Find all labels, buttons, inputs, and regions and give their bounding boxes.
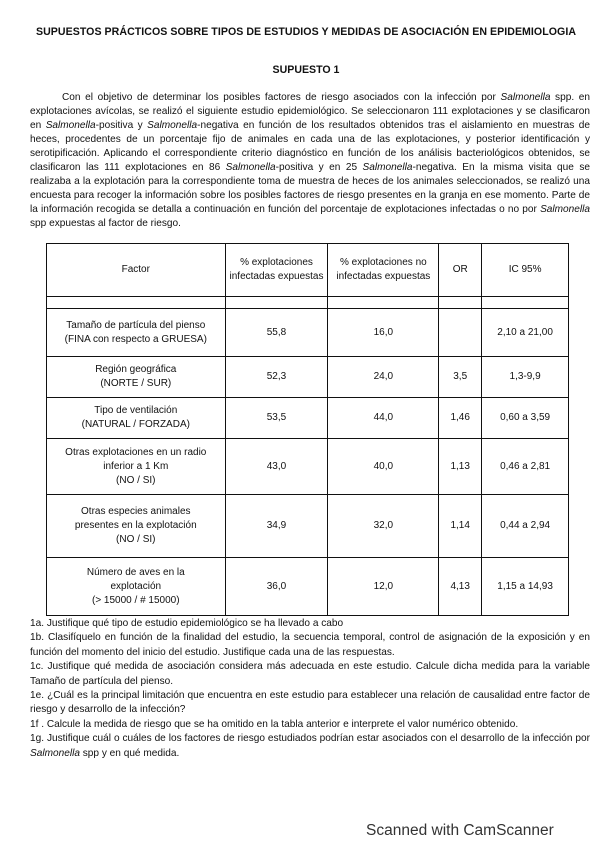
risk-factor-table xyxy=(46,243,569,616)
question-1c: 1c. Justifique qué medida de asociación considera más adecuada en este estudio. Calcule dicha medida para la variable Tamaño de partícula del pienso. xyxy=(30,661,590,687)
factor-cell: Otras especies animales presentes en la explotación (NO / SI) xyxy=(47,495,226,558)
ic-cell: 0,60 a 3,59 xyxy=(482,398,569,439)
infected-cell: 53,5 xyxy=(225,398,328,439)
questions-list xyxy=(30,617,590,761)
question-1e: 1e. ¿Cuál es la principal limitación que encuentra en este estudio para establecer una relación de causalidad entre factor de riesgo y desarrollo de la infección? xyxy=(30,690,590,716)
case-heading: SUPUESTO 1 xyxy=(272,64,340,76)
or-cell xyxy=(439,309,482,357)
table-header-row xyxy=(47,244,569,297)
question-1g: 1g. Justifique cuál o cuáles de los factores de riesgo estudiados podrían estar asociados con el desarrollo de la infección por Salmonella spp y en qué medida. xyxy=(30,733,590,759)
or-cell: 1,46 xyxy=(439,398,482,439)
table-spacer-row xyxy=(47,297,569,309)
question-1b: 1b. Clasifíquelo en función de la finalidad del estudio, la secuencia temporal, control de asignación de la exposición y en función del momento del inicio del estudio. Justifique cada una de las respuestas. xyxy=(30,632,590,658)
or-cell: 4,13 xyxy=(439,558,482,616)
document-title: SUPUESTOS PRÁCTICOS SOBRE TIPOS DE ESTUDIOS Y MEDIDAS DE ASOCIACIÓN EN EPIDEMIOLOGIA xyxy=(35,26,577,38)
uninfected-cell: 12,0 xyxy=(328,558,439,616)
question-1f: 1f . Calcule la medida de riesgo que se ha omitido en la tabla anterior e interprete el valor numérico obtenido. xyxy=(30,718,519,730)
table-row xyxy=(47,495,569,558)
scanner-watermark: Scanned with CamScanner xyxy=(366,822,554,839)
uninfected-cell: 44,0 xyxy=(328,398,439,439)
infected-cell: 52,3 xyxy=(225,357,328,398)
or-cell: 1,13 xyxy=(439,439,482,495)
ic-cell: 0,44 a 2,94 xyxy=(482,495,569,558)
table-row xyxy=(47,439,569,495)
header-or: OR xyxy=(439,244,482,297)
or-cell: 1,14 xyxy=(439,495,482,558)
table-row xyxy=(47,309,569,357)
table-row xyxy=(47,558,569,616)
factor-cell: Tamaño de partícula del pienso (FINA con respecto a GRUESA) xyxy=(47,309,226,357)
infected-cell: 43,0 xyxy=(225,439,328,495)
header-factor: Factor xyxy=(47,244,226,297)
infected-cell: 55,8 xyxy=(225,309,328,357)
uninfected-cell: 32,0 xyxy=(328,495,439,558)
factor-cell: Tipo de ventilación (NATURAL / FORZADA) xyxy=(47,398,226,439)
ic-cell: 1,3-9,9 xyxy=(482,357,569,398)
header-ic: IC 95% xyxy=(482,244,569,297)
factor-cell: Región geográfica (NORTE / SUR) xyxy=(47,357,226,398)
infected-cell: 36,0 xyxy=(225,558,328,616)
question-1a: 1a. Justifique qué tipo de estudio epidemiológico se ha llevado a cabo xyxy=(30,618,344,629)
factor-cell: Otras explotaciones en un radio inferior a 1 Km (NO / SI) xyxy=(47,439,226,495)
ic-cell: 0,46 a 2,81 xyxy=(482,439,569,495)
header-uninfected: % explotaciones no infectadas expuestas xyxy=(328,244,439,297)
uninfected-cell: 24,0 xyxy=(328,357,439,398)
or-cell: 3,5 xyxy=(439,357,482,398)
header-infected: % explotaciones infectadas expuestas xyxy=(225,244,328,297)
factor-cell: Número de aves en la explotación (> 15000 / # 15000) xyxy=(47,558,226,616)
table-row xyxy=(47,398,569,439)
infected-cell: 34,9 xyxy=(225,495,328,558)
uninfected-cell: 16,0 xyxy=(328,309,439,357)
uninfected-cell: 40,0 xyxy=(328,439,439,495)
intro-paragraph: Con el objetivo de determinar los posibles factores de riesgo asociados con la infección por Salmonella spp. en explotaciones avícolas, se realizó el siguiente estudio epidemiológico. Se seleccionaron 111 explotaciones y se clasificaron en Salmonella-positiva y Salmonella-negativa en función de los resultados obtenidos tras el aislamiento en muestras de heces, procedentes de un porcentaje fijo de animales en cada una de las explotaciones, y posterior identificación y serotipificación. Aplicando el correspondiente criterio diagnóstico en función de los análisis bacteriológicos obtenidos, se clasificaron las 111 explotaciones en 86 Salmonella-positiva y en 25 Salmonella-negativa. En la misma visita que se realizaba a la explotación para la correspondiente toma de muestra de heces de los animales seleccionados, se realizó una encuesta para recoger la información sobre los posibles factores de riesgo presentes en la granja en ese momento. Parte de la información recogida se detalla a continuación en función del porcentaje de explotaciones infectadas o no por Salmonella spp expuestas al factor de riesgo. xyxy=(30,92,590,230)
ic-cell: 2,10 a 21,00 xyxy=(482,309,569,357)
ic-cell: 1,15 a 14,93 xyxy=(482,558,569,616)
table-row xyxy=(47,357,569,398)
